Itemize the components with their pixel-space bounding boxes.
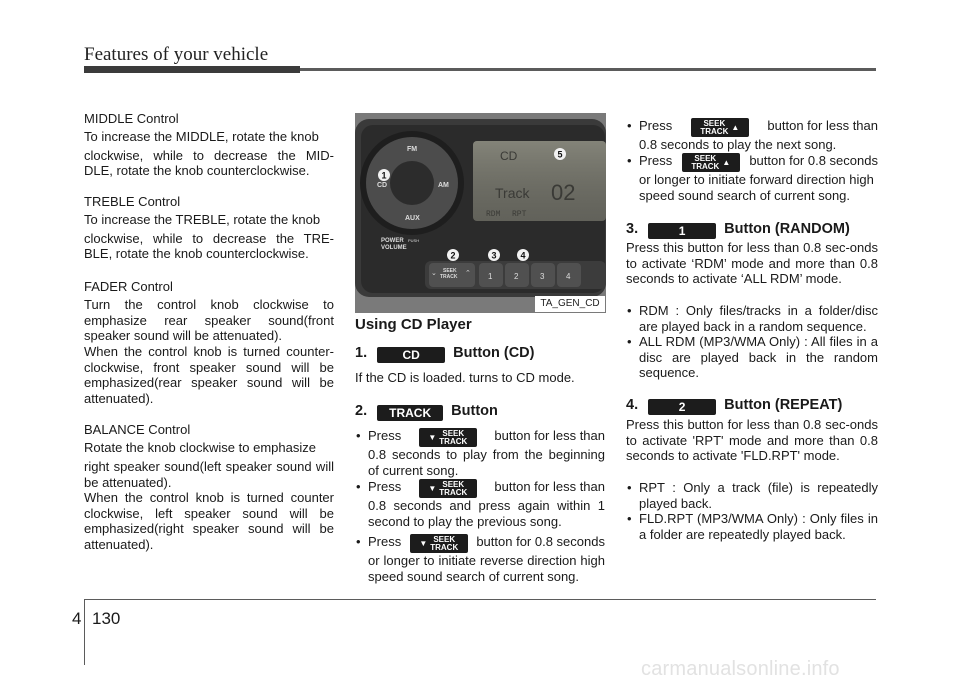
treble-control-line2: clockwise, while to decrease the TRE- — [84, 231, 334, 246]
fm-button-label[interactable]: FM — [407, 146, 418, 153]
button-1-badge: 1 — [648, 223, 716, 239]
balance-control-title: BALANCE Control — [84, 422, 191, 437]
random-bullet-rdm: • RDM : Only files/tracks in a folder/disc are played back in a random sequence. — [626, 303, 878, 334]
track-bullet-2 — [355, 479, 605, 529]
cd-player-photo — [355, 113, 606, 313]
callout-4 — [517, 249, 529, 261]
svg-text:1: 1 — [381, 170, 387, 181]
random-bullet-all-rdm: • ALL RDM (MP3/WMA Only) : All files in a disc are played back in the random sequence. — [626, 334, 878, 381]
bullet-line2: 0.8 seconds to play the next song. — [639, 137, 837, 152]
rocker-track-label: TRACK — [440, 274, 458, 280]
bullet-line2: 0.8 seconds to play from the beginning of current song. — [368, 447, 605, 478]
press-word: • Press — [368, 428, 402, 443]
callout-2 — [447, 249, 459, 261]
rocker-up-icon: ⌃ — [465, 269, 471, 277]
treble-control-line1: To increase the TREBLE, rotate the knob — [84, 212, 321, 227]
car-stereo-illustration — [355, 113, 606, 313]
repeat-bullet-fld-rpt: • FLD.RPT (MP3/WMA Only) : Only files in a folder are repeatedly played back. — [626, 511, 878, 542]
cd-badge: CD — [377, 347, 445, 363]
am-button-label[interactable]: AM — [438, 182, 449, 189]
fader-control-para1: Turn the control knob clockwise to emphasize rear speaker sound(front speaker sound will be attenuated). — [84, 297, 334, 343]
seek-down-button-icon: ▼ SEEK TRACK — [419, 479, 477, 498]
bullet-line1-rest: button for 0.8 seconds — [749, 153, 878, 168]
header-rule-accent — [84, 66, 300, 73]
middle-control-line2: clockwise, while to decrease the MID- — [84, 148, 334, 163]
power-label: POWER — [381, 238, 404, 244]
callout-1 — [378, 169, 390, 181]
cd-button-text: If the CD is loaded. turns to CD mode. — [355, 370, 575, 385]
display-rpt-text: RPT — [512, 210, 527, 219]
seek-down-button-icon: ▼ SEEK TRACK — [419, 428, 477, 447]
bullet-line1-rest: button for less than — [494, 428, 605, 443]
callout-3 — [488, 249, 500, 261]
seek-up-button-icon: SEEK TRACK ▲ — [682, 153, 740, 172]
svg-text:2: 2 — [450, 250, 456, 261]
heading-label: Button — [451, 403, 498, 419]
display-track-text: Track — [495, 185, 530, 201]
balance-control-line2: right speaker sound(left speaker sound will be attenuated). — [84, 459, 334, 490]
seek-up-bullet-1 — [626, 118, 878, 153]
svg-text:4: 4 — [520, 250, 526, 261]
heading-number: 1. — [355, 345, 368, 361]
repeat-description: Press this button for less than 0.8 sec-onds to activate 'RPT' mode and more than 0.8 seconds to activate 'FLD.RPT' mode. — [626, 417, 878, 463]
track-badge: TRACK — [377, 405, 443, 421]
middle-control-line3: DLE, rotate the knob counterclockwise. — [84, 163, 310, 178]
preset-1-label: 1 — [488, 272, 493, 281]
photo-caption: TA_GEN_CD — [535, 296, 605, 312]
using-cd-player-heading: Using CD Player — [355, 316, 472, 333]
display-rdm-text: RDM — [486, 210, 501, 219]
press-word: • Press — [368, 534, 402, 549]
bullet-line1-rest: button for less than — [494, 479, 605, 494]
footer-divider — [84, 600, 85, 665]
cd-button-heading — [355, 346, 535, 363]
display-cd-text: CD — [500, 149, 518, 163]
balance-control-para2: When the control knob is turned counter clockwise, left speaker sound will be emphasized(right speaker sound will be attenuated). — [84, 490, 334, 552]
preset-2-label: 2 — [514, 272, 519, 281]
rocker-seek-label: SEEK — [443, 268, 457, 274]
svg-text:3: 3 — [491, 250, 497, 261]
button-2-badge: 2 — [648, 399, 716, 415]
aux-button-label[interactable]: AUX — [405, 215, 420, 222]
display-number-text: 02 — [551, 180, 576, 205]
page-header-title: Features of your vehicle — [84, 44, 269, 65]
track-bullet-1 — [355, 428, 605, 478]
middle-control-line1: To increase the MIDDLE, rotate the knob — [84, 129, 319, 144]
page-number: 130 — [92, 609, 121, 628]
volume-label: VOLUME — [381, 245, 407, 251]
bullet-line2: or longer to initiate reverse direction high speed sound search of current song. — [368, 553, 605, 584]
bullet-line1-rest: button for less than — [767, 118, 878, 133]
push-label: PUSH — [408, 238, 420, 243]
treble-control-line3: BLE, rotate the knob counterclockwise. — [84, 246, 309, 261]
preset-4-label: 4 — [566, 272, 571, 281]
bullet-line2: or longer to initiate forward direction high speed sound search of current song. — [639, 172, 874, 203]
rocker-down-icon: ⌄ — [431, 269, 437, 277]
heading-number: 4. — [626, 397, 639, 413]
random-button-heading — [626, 222, 850, 239]
cd-button-label[interactable]: CD — [377, 182, 388, 189]
fader-control-para2: When the control knob is turned counter-clockwise, front speaker sound will be emphasized(rear speaker sound will be attenuated). — [84, 344, 334, 406]
footer-rule — [84, 599, 876, 600]
watermark: carmanualsonline.info — [641, 658, 840, 680]
seek-up-bullet-2 — [626, 153, 878, 203]
press-word: • Press — [639, 118, 673, 133]
fader-control-title: FADER Control — [84, 279, 173, 294]
balance-control-line1: Rotate the knob clockwise to emphasize — [84, 440, 316, 455]
bullet-line1-rest: button for 0.8 seconds — [476, 534, 605, 549]
heading-label: Button (RANDOM) — [724, 221, 850, 237]
bullet-line2: 0.8 seconds and press again within 1 second to play the previous song. — [368, 498, 605, 529]
heading-label: Button (CD) — [453, 345, 535, 361]
track-button-heading — [355, 404, 498, 421]
seek-up-button-icon: SEEK TRACK ▲ — [691, 118, 749, 137]
random-description: Press this button for less than 0.8 sec-onds to activate ‘RDM’ mode and more than 0.8 seconds to activate ‘ALL RDM’ mode. — [626, 240, 878, 286]
preset-3-label: 3 — [540, 272, 545, 281]
heading-label: Button (REPEAT) — [724, 397, 843, 413]
repeat-button-heading — [626, 398, 842, 415]
middle-control-title: MIDDLE Control — [84, 111, 179, 126]
press-word: • Press — [368, 479, 402, 494]
callout-5 — [554, 148, 566, 160]
chapter-number: 4 — [72, 609, 82, 628]
repeat-bullet-rpt: • RPT : Only a track (file) is repeatedly played back. — [626, 480, 878, 511]
track-bullet-3 — [355, 534, 605, 584]
seek-down-button-icon: ▼ SEEK TRACK — [410, 534, 468, 553]
press-word: • Press — [639, 153, 673, 168]
treble-control-title: TREBLE Control — [84, 194, 181, 209]
heading-number: 3. — [626, 221, 639, 237]
svg-text:5: 5 — [557, 149, 563, 160]
heading-number: 2. — [355, 403, 368, 419]
